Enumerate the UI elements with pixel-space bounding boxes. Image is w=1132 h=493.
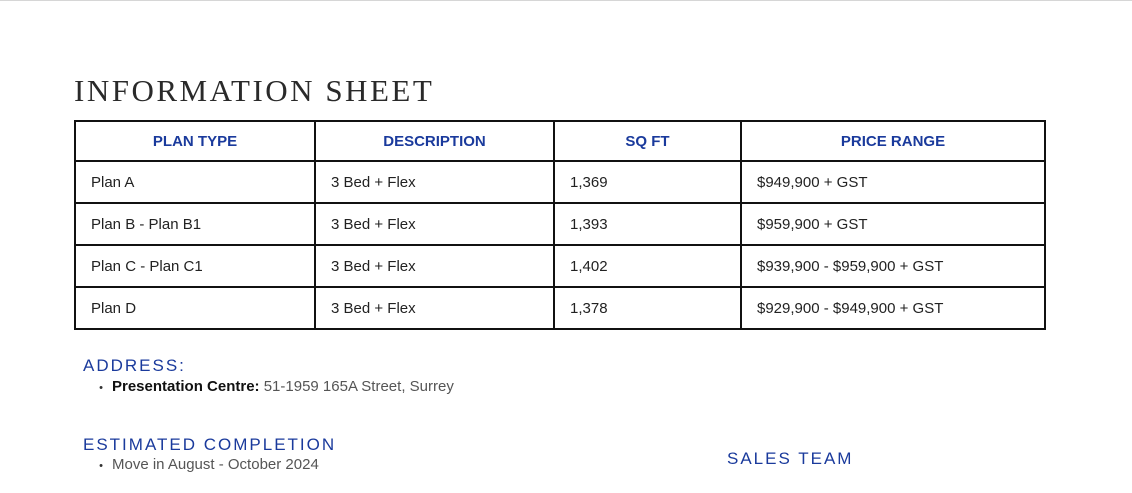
table-row bbox=[75, 203, 1045, 245]
cell-plan-type: Plan D bbox=[75, 287, 315, 329]
address-label: Presentation Centre: bbox=[112, 378, 260, 395]
cell-sq-ft: 1,402 bbox=[554, 245, 741, 287]
table-row bbox=[75, 245, 1045, 287]
cell-description: 3 Bed + Flex bbox=[315, 245, 554, 287]
table-row bbox=[75, 287, 1045, 329]
sales-team-heading: SALES TEAM bbox=[727, 449, 854, 468]
table-row bbox=[75, 161, 1045, 203]
bullet-icon: • bbox=[99, 382, 103, 394]
column-header-plan-type: PLAN TYPE bbox=[75, 121, 315, 161]
bullet-icon: • bbox=[99, 460, 103, 472]
cell-sq-ft: 1,393 bbox=[554, 203, 741, 245]
top-divider bbox=[0, 0, 1132, 1]
cell-plan-type: Plan C - Plan C1 bbox=[75, 245, 315, 287]
completion-item bbox=[90, 456, 319, 475]
cell-price-range: $939,900 - $959,900 + GST bbox=[741, 245, 1045, 287]
plan-table bbox=[74, 120, 1046, 330]
cell-price-range: $959,900 + GST bbox=[741, 203, 1045, 245]
cell-description: 3 Bed + Flex bbox=[315, 287, 554, 329]
column-header-description: DESCRIPTION bbox=[315, 121, 554, 161]
cell-plan-type: Plan B - Plan B1 bbox=[75, 203, 315, 245]
completion-value: Move in August - October 2024 bbox=[112, 456, 319, 473]
address-item bbox=[90, 378, 454, 397]
page-title: INFORMATION SHEET bbox=[74, 73, 435, 108]
address-heading: ADDRESS: bbox=[83, 356, 186, 375]
cell-sq-ft: 1,378 bbox=[554, 287, 741, 329]
column-header-price-range: PRICE RANGE bbox=[741, 121, 1045, 161]
address-value: 51-1959 165A Street, Surrey bbox=[259, 378, 454, 395]
cell-price-range: $929,900 - $949,900 + GST bbox=[741, 287, 1045, 329]
table-header-row bbox=[75, 121, 1045, 161]
cell-sq-ft: 1,369 bbox=[554, 161, 741, 203]
cell-description: 3 Bed + Flex bbox=[315, 203, 554, 245]
cell-plan-type: Plan A bbox=[75, 161, 315, 203]
cell-description: 3 Bed + Flex bbox=[315, 161, 554, 203]
completion-heading: ESTIMATED COMPLETION bbox=[83, 435, 337, 454]
cell-price-range: $949,900 + GST bbox=[741, 161, 1045, 203]
column-header-sq-ft: SQ FT bbox=[554, 121, 741, 161]
